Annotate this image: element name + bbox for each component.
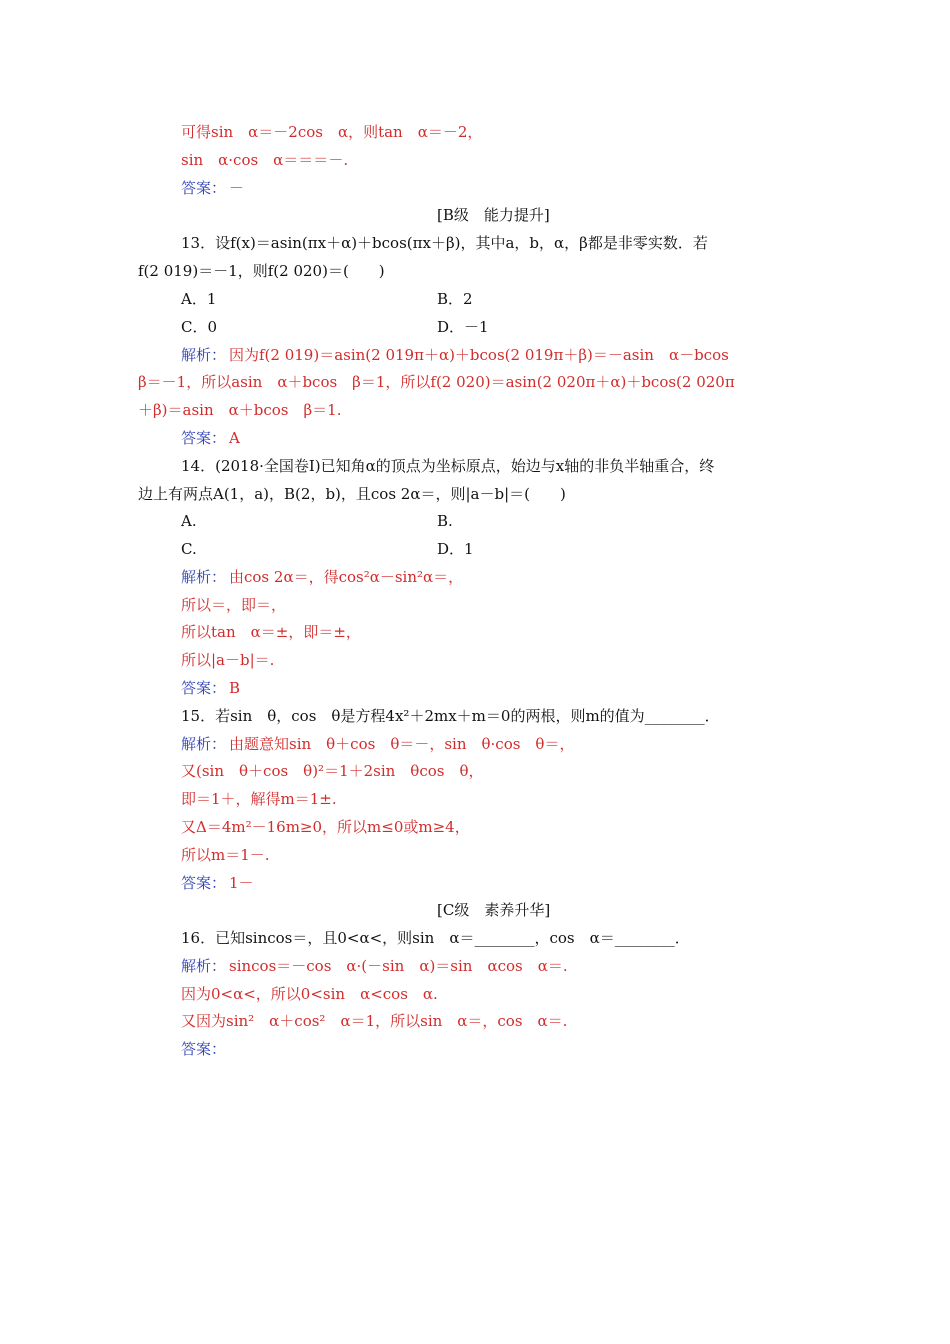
text-segment: 解析： — [181, 735, 227, 753]
text-segment: 解析： — [181, 346, 227, 364]
text-line-11 — [0, 397, 950, 423]
text-segment: 1－ — [229, 874, 254, 892]
text-segment: B．2 — [437, 290, 473, 308]
text-line-14 — [0, 481, 950, 507]
text-segment: 14．(2018·全国卷Ⅰ)已知角α的顶点为坐标原点，始边与x轴的非负半轴重合，终 — [181, 457, 715, 475]
text-segment: － — [229, 179, 245, 197]
text-segment: f(2 019)＝－1，则f(2 020)＝( ) — [138, 262, 385, 280]
text-line-1 — [0, 119, 950, 145]
text-segment: 解析： — [181, 568, 227, 586]
text-line-34 — [0, 1036, 950, 1062]
text-line-32 — [0, 981, 950, 1007]
text-segment: 答案： — [181, 429, 227, 447]
text-line-7 — [0, 286, 950, 312]
text-line-10 — [0, 369, 950, 395]
text-line-4 — [0, 202, 950, 228]
text-segment: D．1 — [437, 540, 474, 558]
text-segment: 解析： — [181, 957, 227, 975]
text-segment: 即＝1＋，解得m＝1±. — [181, 790, 337, 808]
text-line-22 — [0, 703, 950, 729]
text-segment: B — [229, 679, 241, 697]
text-segment: 又Δ＝4m²－16m≥0，所以m≤0或m≥4， — [181, 818, 470, 836]
text-line-16 — [0, 536, 950, 562]
text-line-19 — [0, 619, 950, 645]
text-segment: B. — [437, 512, 453, 530]
text-segment: 答案： — [181, 179, 227, 197]
text-line-27 — [0, 842, 950, 868]
text-line-2 — [0, 147, 950, 173]
text-segment: ＋β)＝asin α＋bcos β＝1. — [138, 401, 342, 419]
text-line-5 — [0, 230, 950, 256]
text-line-8 — [0, 314, 950, 340]
text-segment: 由题意知sin θ＋cos θ＝－，sin θ·cos θ＝， — [229, 735, 575, 753]
text-line-13 — [0, 453, 950, 479]
text-segment: [B级 能力提升] — [437, 206, 550, 224]
text-segment: 又(sin θ＋cos θ)²＝1＋2sin θcos θ， — [181, 762, 484, 780]
text-segment: 可得sin α＝－2cos α，则tan α＝－2， — [181, 123, 483, 141]
text-line-31 — [0, 953, 950, 979]
text-line-23 — [0, 731, 950, 757]
text-segment: 答案： — [181, 874, 227, 892]
text-segment: 又因为sin² α＋cos² α＝1，所以sin α＝，cos α＝. — [181, 1012, 568, 1030]
text-line-24 — [0, 758, 950, 784]
text-segment: 由cos 2α＝，得cos²α－sin²α＝， — [229, 568, 464, 586]
text-line-20 — [0, 647, 950, 673]
text-line-29 — [0, 897, 950, 923]
text-line-3 — [0, 175, 950, 201]
text-line-9 — [0, 342, 950, 368]
text-segment: 因为0<α<，所以0<sin α<cos α. — [181, 985, 438, 1003]
text-segment: [C级 素养升华] — [437, 901, 551, 919]
text-line-15 — [0, 508, 950, 534]
text-segment: A. — [181, 512, 197, 530]
text-line-6 — [0, 258, 950, 284]
text-segment: β＝－1，所以asin α＋bcos β＝1，所以f(2 020)＝asin(2 020π＋α)＋bcos(2 020π — [138, 373, 735, 391]
text-segment: 16．已知sincos＝，且0<α<，则sin α＝________，cos α＝________． — [181, 929, 690, 947]
text-segment: 所以m＝1－. — [181, 846, 270, 864]
text-segment: sin α·cos α＝＝＝－. — [181, 151, 349, 169]
text-segment: 15．若sin θ，cos θ是方程4x²＋2mx＋m＝0的两根，则m的值为________． — [181, 707, 720, 725]
text-segment: A．1 — [181, 290, 217, 308]
text-segment: 所以＝，即＝， — [181, 596, 287, 614]
text-segment: D．－1 — [437, 318, 489, 336]
text-segment: C．0 — [181, 318, 218, 336]
text-segment: A — [229, 429, 240, 447]
text-segment: 因为f(2 019)＝asin(2 019π＋α)＋bcos(2 019π＋β)＝－asin α－bcos — [229, 346, 729, 364]
text-line-28 — [0, 870, 950, 896]
text-line-12 — [0, 425, 950, 451]
text-line-17 — [0, 564, 950, 590]
text-segment: 所以|a－b|＝. — [181, 651, 275, 669]
text-segment: 边上有两点A(1，a)，B(2，b)，且cos 2α＝，则|a－b|＝( ) — [138, 485, 566, 503]
text-line-21 — [0, 675, 950, 701]
text-line-18 — [0, 592, 950, 618]
text-segment: C. — [181, 540, 197, 558]
text-segment: 答案： — [181, 679, 227, 697]
text-segment: sincos＝－cos α·(－sin α)＝sin αcos α＝. — [229, 957, 568, 975]
text-line-25 — [0, 786, 950, 812]
text-line-33 — [0, 1008, 950, 1034]
text-segment: 答案： — [181, 1040, 227, 1058]
text-segment: 所以tan α＝±，即＝±， — [181, 623, 361, 641]
text-line-26 — [0, 814, 950, 840]
text-segment: 13．设f(x)＝asin(πx＋α)＋bcos(πx＋β)，其中a，b，α，β都是非零实数．若 — [181, 234, 708, 252]
text-line-30 — [0, 925, 950, 951]
